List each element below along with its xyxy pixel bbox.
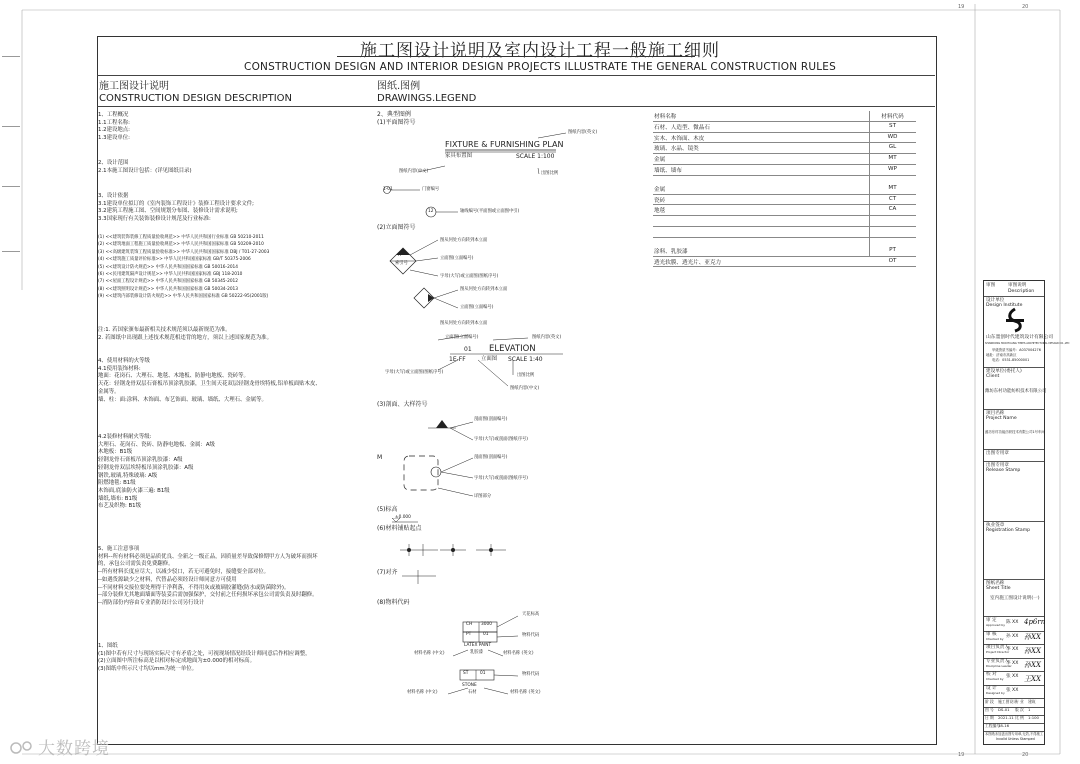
legend-heading-zh: 图纸.图例 (377, 81, 421, 92)
tb-grid-cell: 建筑 (1028, 699, 1036, 704)
material-rows-group-1 (653, 122, 916, 176)
tb-grid-cell: 1:100 (1028, 715, 1039, 720)
role-en: Checked by (986, 636, 1004, 641)
description-line: 木饰面,底油防火漆三遍: B1级 (98, 487, 170, 494)
tb-drawing-label: 图纸名称 (986, 581, 1005, 586)
strip-cell (2, 186, 20, 212)
tb-company-info-1: 甲级资质书编号：A037004276 (992, 348, 1041, 352)
left-revision-strip (0, 36, 22, 286)
material-row (653, 195, 916, 206)
description-line: 3.3国家现行有关装饰装修设计规范及行业标准: (98, 216, 211, 223)
tb-stamp-en: Release Stamp (986, 468, 1021, 473)
description-line: --不同材料交接位要处理得干净利落，不得用灰或玻璃胶灌缝(防水或防菌除外)。 (98, 584, 290, 591)
mat-code-2: PT (466, 632, 472, 637)
mat-label-6: 材料名称 (中文) (407, 690, 438, 695)
section-label-2: 字母(大写)或剖面(图纸序号) (474, 437, 528, 442)
tb-drawing-en: Sheet Title (986, 586, 1011, 591)
material-row (653, 216, 916, 227)
tb-line (984, 409, 1044, 410)
description-line: 1.2建设地点: (98, 127, 130, 134)
signature: 王XX (1024, 675, 1041, 683)
tb-reg-en: Registration Stamp (986, 528, 1031, 533)
mat-label-2: 物料代码 (522, 633, 540, 638)
description-line: 墙纸,墙布: B1级 (98, 495, 138, 502)
tb-stamp-label-2: 出图专用章 (986, 463, 1009, 468)
description-line: 3.1建设单位拟订的《室内装饰工程设计》装修工程设计要求文件; (98, 200, 254, 207)
description-line: 4.1使用装饰材料: (98, 365, 141, 372)
mat-val-3: 01 (480, 671, 486, 676)
ruler-mark-19-bottom: 19 (958, 752, 965, 758)
description-line: 的，承包公司需负责免费翻修。 (98, 561, 174, 568)
material-row (653, 227, 916, 238)
description-line: --所有材料长度应尽大，以减少驳口，若无可避免时，接缝要全部对位。 (98, 569, 270, 576)
description-line: --如遇货源缺少之材料，代替品必须经设计师同意方可使用 (98, 576, 237, 583)
material-code: GL (888, 144, 897, 151)
elev-label-4: 图从何处方向转到本立面 (460, 287, 508, 292)
tb-project-label-en: Project Name (986, 416, 1017, 421)
material-table-gap (653, 176, 916, 184)
role-name: 陈 XX (1006, 620, 1019, 625)
material-row (653, 184, 916, 195)
role-zh: 校 对 (986, 672, 997, 677)
material-code: CA (888, 206, 897, 213)
mat-name-1-zh: 乳胶漆 (470, 650, 483, 655)
description-line: (8) <<建筑照明设计规范>> 中华人民共和国国家标准 GB 50034-2013 (98, 286, 239, 292)
description-line: (9) <<建筑内部装修设计防火规范>> 中华人民共和国国家标准 GB 50222-95(2001版) (98, 294, 269, 300)
material-code: WD (887, 133, 898, 140)
material-code: MT (888, 155, 897, 162)
tb-grid-cell: 日 期 (985, 715, 994, 720)
ruler-mark-20: 20 (1022, 4, 1029, 10)
tb-line (984, 579, 1044, 580)
role-en: Project Director (986, 650, 1010, 654)
signature: 孙XX (1024, 661, 1041, 669)
tb-review: 审图 (986, 283, 996, 288)
tb-company-info-3: 电话：0531-85000001 (992, 358, 1030, 362)
material-code: WP (888, 165, 897, 172)
description-line: (6) <<民用建筑隔声设计规范>> 中华人民共和国国家标准 GBJ 118-2010 (98, 272, 243, 277)
tb-line (984, 449, 1044, 450)
material-row (653, 122, 916, 133)
tb-line (984, 461, 1044, 462)
material-row (653, 154, 916, 165)
material-header-name: 材料名称 (654, 114, 677, 120)
description-line: 轻钢龙骨双层埃特板吊顶涂乳胶漆：A级 (98, 464, 194, 471)
material-name: 玻璃、水晶、镜类 (654, 146, 699, 153)
elev-code: 1E-FF (449, 356, 466, 363)
elev-title: ELEVATION (489, 344, 536, 354)
material-code: CT (888, 195, 897, 202)
description-line: 2. 若图纸中出现跟上述技术规范相违背的地方，须以上述国家规范为准。 (98, 334, 272, 341)
mat-val-1: 3000 (481, 622, 492, 627)
strip-cell (2, 126, 20, 147)
title-divider (97, 75, 935, 76)
tb-review-desc: 审图说明 (1008, 283, 1027, 288)
elev-label-2: 立面图(立面编号) (440, 256, 474, 261)
mat-label-1: 天花标高 (522, 612, 540, 617)
material-name: 透光软膜、透光片、亚克力 (654, 259, 722, 266)
watermark-icon (8, 738, 38, 758)
role-name: 张 XX (1006, 687, 1019, 693)
description-line: (1) <<建筑装饰装修工程质量验收规范>> 中华人民共和国行业标准 GB 50210-2011 (98, 235, 264, 240)
signature: 4p6rn (1024, 618, 1046, 626)
description-line: --部分装修尤其地面墙面等装妥后需加强保护，交付前之任何损坏承包公司需负责及时翻修。 (98, 592, 318, 599)
mat-label-3: 物料代码 (522, 672, 540, 677)
description-line: --消防部份内容由专业消防设计公司另行设计 (98, 599, 205, 606)
elev-sub: 立面图 (481, 356, 498, 362)
elev-label2-3: 字母(大写)或立面图(图纸序号) (385, 370, 444, 375)
legend-heading-en: DRAWINGS.LEGEND (377, 93, 477, 104)
role-zh: 项目负责人 (986, 645, 1009, 650)
description-line: 1.3建设单位: (98, 135, 130, 142)
role-zh: 设 计 (986, 685, 997, 691)
tb-project-label: 项目名称 (986, 411, 1005, 416)
section-label-1: 剖面图(剖面编号) (474, 417, 508, 422)
tb-design-unit-en: Design Institute (986, 303, 1023, 308)
legend-typical: 2、典型图例 (377, 111, 411, 118)
material-table-code-divider (869, 111, 870, 256)
role-en: Checked by (986, 677, 1004, 681)
tb-grid-cell: 比 例 (1015, 715, 1024, 720)
material-name: 地毯 (654, 208, 666, 215)
section-label-4: 字母(大写)或剖面(图纸序号) (474, 476, 528, 481)
tb-client-label: 建设单位(委托人) (986, 369, 1022, 374)
description-line: 1.1工程名称: (98, 119, 130, 126)
elev-tag-index: 索引号 (395, 261, 408, 266)
material-code-table (653, 111, 916, 267)
mat-name-2-zh: 石材 (468, 690, 477, 695)
description-line: 轻钢龙骨石膏板吊顶涂乳胶漆：A级 (98, 457, 183, 464)
section-divider (97, 106, 935, 107)
mat-label-7: 材料名称 (英文) (510, 690, 541, 695)
mat-label-5: 材料名称 (英文) (503, 651, 534, 656)
axis-label: 轴线编号(平面图或立面图中引) (460, 209, 520, 214)
tb-grid-cell: 阶 段 (985, 699, 994, 704)
legend-align-symbol: (7)对齐 (377, 569, 398, 576)
description-line: 墙、柱：面:涂料、木饰面、布艺饰面、玻璃、墙纸、大理石、金属等。 (98, 396, 267, 403)
mat-name-1: LATEX PAINT (464, 643, 492, 648)
mat-val-2: 01 (483, 632, 489, 637)
legend-dim-symbol: (6)材料铺贴起点 (377, 525, 422, 532)
role-name: 李 XX (1006, 647, 1019, 652)
material-row (653, 133, 916, 144)
plan-label-scale: 出图比例 (541, 171, 559, 176)
elev-label2-4: 出图比例 (517, 373, 535, 378)
description-line: 4、使用材料的火等级 (98, 358, 150, 364)
tb-stamp-label: 出图专用章 (986, 451, 1009, 456)
elev-scale: SCALE 1:40 (508, 356, 543, 363)
level-value: ±0.000 (395, 515, 411, 520)
material-code: ST (889, 122, 896, 129)
legend-level-dim-diagram (378, 518, 558, 608)
company-logo (1002, 307, 1028, 333)
section-m: M (377, 454, 383, 461)
tb-client: 潍坊东村功能纺织技术有限公司 (985, 389, 1047, 394)
tb-grid-cell: 图 号 (985, 707, 994, 712)
legend-elevation-symbol: (2)立面图符号 (377, 224, 416, 231)
description-line: 木地板：B1级 (98, 449, 133, 456)
elev-label-5: 立面图(立面编号) (460, 305, 494, 310)
material-name: 金属 (654, 186, 666, 193)
description-line: 金属等。 (98, 388, 120, 395)
signature: 孙XX (1024, 633, 1041, 641)
plan-scale: SCALE 1:100 (516, 153, 555, 160)
description-line: (7) <<屋面工程设计规范>> 中华人民共和国国家标准 GB 50345-2012 (98, 279, 239, 285)
tb-grid-cell: 18-16 (998, 723, 1010, 728)
sheet-title-zh: 施工图设计说明及室内设计工程一般施工细则 (360, 41, 720, 61)
design-heading-en: CONSTRUCTION DESIGN DESCRIPTION (99, 93, 293, 104)
design-heading-zh: 施工图设计说明 (99, 81, 169, 92)
material-header-code: 材料代码 (881, 114, 904, 120)
legend-plan-symbol: (1)平面图符号 (377, 119, 416, 126)
description-line: 3.2建筑工程施工图、空间规划分布图、装修设计需求说明; (98, 208, 238, 215)
material-table-header (653, 111, 916, 122)
material-code: MT (888, 184, 897, 191)
tb-grid-cell: 版 次 (1015, 707, 1024, 712)
ruler-mark-19: 19 (958, 4, 965, 10)
description-line: 4.2装修材料耐火等级: (98, 434, 152, 440)
description-line: 钢铁,玻璃,特殊玻璃: A级 (98, 472, 158, 479)
material-row (653, 143, 916, 154)
tb-project: 潍坊东村功能纺织技术有限公司1号车间 (985, 430, 1045, 434)
tb-line (984, 616, 1044, 617)
elev-label-3: 字母(大写)或立面图(图纸序号) (440, 274, 499, 279)
tb-company-en: SHANDONG MOCHUANG TIMES ARCHITECTURAL DESIGN CO.,LTD (985, 342, 1070, 345)
material-code: OT (888, 257, 897, 264)
material-row (653, 257, 916, 268)
description-line: 5、施工注意事项 (98, 546, 140, 552)
elev-label-6: 图从何处方向转到本立面 (440, 321, 488, 326)
sheet-title-en: CONSTRUCTION DESIGN AND INTERIOR DESIGN PROJECTS ILLUSTRATE THE GENERAL CONSTRUCTION RULES (244, 60, 836, 74)
description-line: (2)立面图中所注标高是以相对标定成地面为±0.000的相对标高。 (98, 658, 255, 665)
legend-mat-symbol: (8)物料代码 (377, 599, 410, 606)
role-en: Discipline Leader (986, 663, 1012, 668)
elev-label2-2: 图纸内容(英文) (532, 335, 562, 340)
plan-sub: 家具布置图 (445, 153, 472, 159)
material-name: 石材、人造型、微晶石 (654, 124, 710, 131)
description-line: 材料--所有材料必须是品质优良、全新之一级正品，因质量差导致保修期甲方人为破坏而损坏 (98, 553, 318, 560)
material-name: 金属 (654, 157, 666, 164)
legend-section-symbol: (3)剖面、大样符号 (377, 401, 428, 408)
elev-label2-5: 图纸内容(中文) (510, 386, 540, 391)
description-line: (3)图纸中所示尺寸均以mm为统一单位。 (98, 666, 197, 673)
ruler-mark-20-bottom: 20 (1022, 752, 1029, 758)
tb-line (984, 367, 1044, 368)
role-name: 孙 XX (1006, 633, 1019, 639)
role-zh: 专业负责人 (986, 658, 1009, 664)
description-line: 2.1本施工图设计包括：(详见图纸目录) (98, 167, 192, 174)
role-zh: 审 核 (986, 631, 997, 637)
material-row (653, 165, 916, 176)
mat-name-2: STONE (462, 683, 477, 688)
material-name: 墙纸、墙布 (654, 167, 682, 174)
description-line: 1、图纸 (98, 643, 118, 649)
role-zh: 审 定 (986, 618, 997, 623)
description-line: (2) <<建筑地面工程施工质量验收规范>> 中华人民共和国国家标准 GB 50209-2010 (98, 242, 264, 248)
tb-line (984, 521, 1044, 522)
material-row (653, 205, 916, 216)
tb-grid-cell: 专 业 (1015, 699, 1024, 704)
section-label-5: 详图部分 (474, 494, 492, 499)
tb-grid-cell: 1 (1028, 707, 1031, 712)
tb-drawing: 室内施工图设计说明(一) (990, 596, 1040, 601)
tb-footer: 本图纸未加盖出图专用章,无效,不得施工 (985, 732, 1044, 736)
material-name: 涂料、乳胶漆 (654, 248, 688, 255)
mat-code-1: CH (466, 622, 473, 627)
role-name: 李 XX (1006, 660, 1019, 666)
description-line: 布艺及织物: B1级 (98, 503, 142, 510)
description-line: (4) <<建筑施工质量评价标准>> 中华人民共和国国家标准 GB/T 50375-2006 (98, 257, 251, 263)
material-row (653, 246, 916, 257)
description-line: 大理石、花岗石、瓷砖、防静电地板、金属：A级 (98, 441, 215, 448)
description-line: 阻燃地毯: B1级 (98, 480, 136, 487)
tb-company-info-2: 地址：济南市高新区 (986, 353, 1017, 357)
tb-reg-label: 执业签章 (986, 523, 1005, 528)
plan-label-en: 图纸内容(英文) (568, 130, 598, 135)
role-en: Approved by (986, 623, 1006, 627)
strip-cell (2, 251, 20, 287)
tb-design-unit: 设计单位 (986, 298, 1005, 303)
description-line: (1)图中若有尺寸与现场实际尺寸有矛盾之处，可视现场情况经设计师同意后作相应调整， (98, 650, 311, 657)
tb-grid-cell: 工程编号 (985, 723, 1001, 728)
elev-tag-a: A (398, 253, 401, 258)
description-line: 地面：花岗石、大理石、地毯、木地板、防静电地板、瓷砖等。 (98, 373, 249, 380)
description-line: (5) <<建筑设计防火规范>> 中华人民共和国国家标准 GB 50016-2014 (98, 264, 239, 270)
description-line: (3) <<高级建筑装饰工程质量验收标准>> 中华人民共和国国家标准 DBJ / T01-27-2003 (98, 249, 270, 255)
legend-section-diagram (378, 410, 578, 520)
title-block (983, 280, 1070, 745)
material-rows-group-2 (653, 184, 916, 238)
tb-grid-cell: DS-01 (998, 707, 1010, 712)
material-table-gap (653, 238, 916, 246)
role-en: Designed by (986, 690, 1005, 695)
tb-grid-cell: 2021.11 (998, 715, 1014, 720)
legend-level-symbol: (5)标高 (377, 506, 398, 513)
tb-company: 山东墨创时代建筑设计有限公司 (986, 335, 1054, 340)
description-line: 1、工程概况 (98, 112, 129, 118)
section-label-3: 剖面图(剖面编号) (474, 455, 508, 460)
plan-label-zh: 图纸内容(中文) (399, 169, 429, 174)
tb-footer-en: Invalid Unless Stamped (996, 737, 1035, 741)
mat-label-4: 材料名称 (中文) (414, 651, 445, 656)
signature: 孙XX (1024, 647, 1041, 655)
material-rows-group-3 (653, 246, 916, 268)
plan-title: FIXTURE & FURNISHING PLAN (445, 140, 564, 149)
door-tag: 1-01 (383, 187, 393, 192)
material-code: PT (889, 246, 896, 253)
tb-client-label-en: Client (986, 374, 1000, 379)
role-name: 张 XX (1006, 674, 1019, 679)
description-line: 天花：轻钢龙骨双层石膏板吊顶涂乳胶漆，卫生间天花双层轻钢龙骨埃特板,铝单板面贴木皮、 (98, 381, 321, 388)
description-line: 注:1. 若国家颁布最新相关技术规范须以最新规范为准。 (98, 327, 231, 333)
material-name: 瓷砖 (654, 197, 666, 204)
description-line: 3、设计依据 (98, 193, 129, 199)
title-underline (337, 56, 695, 57)
elev-label-1: 图从何处方向转到本立面 (440, 238, 488, 243)
elev-label2-1: 立面图(立面编号) (445, 335, 479, 340)
watermark-text: 大数跨境 (38, 739, 110, 759)
description-line: 2、设计范围 (98, 160, 129, 166)
door-label: 门窗编号 (422, 187, 440, 192)
tb-grid-cell: 施工图设计 (998, 699, 1017, 704)
elev-num: 01 (464, 346, 472, 353)
tb-review-desc-en: Description (1008, 289, 1035, 294)
tb-line (984, 296, 1044, 297)
axis-tag: 12 (428, 209, 434, 214)
mat-code-3: ST (463, 671, 469, 676)
material-name: 实木、木饰面、木皮 (654, 135, 705, 142)
